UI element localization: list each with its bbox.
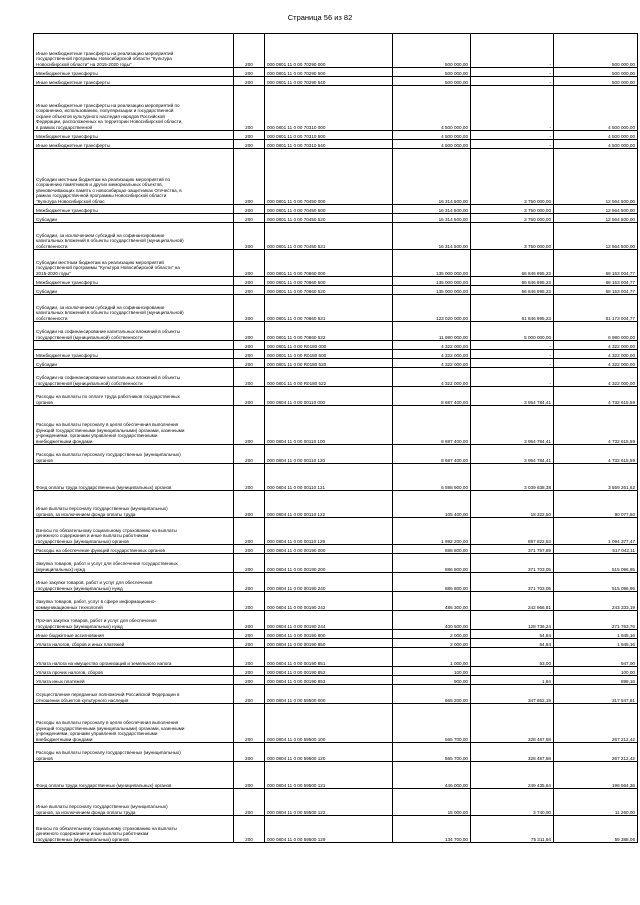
row-code-cell: 200 <box>234 639 265 648</box>
table-row <box>34 286 638 295</box>
row-kbk-cell: 000 0801 11 0 00 70290 540 <box>265 77 393 86</box>
table-row <box>34 816 638 843</box>
row-kbk-cell: 000 0804 11 0 00 00190 851 <box>265 648 393 667</box>
row-remaining-cell: 4 732 615,59 <box>554 387 638 406</box>
row-code-cell: 200 <box>234 295 265 322</box>
row-code-cell: 200 <box>234 205 265 214</box>
table-row <box>34 149 638 205</box>
row-code-cell: 200 <box>234 68 265 77</box>
row-name-cell: Уплата иных платежей <box>34 676 234 685</box>
row-remaining-cell: 4 500 000,00 <box>554 140 638 149</box>
row-code-cell: 200 <box>234 223 265 250</box>
row-executed-cell: 3 954 784,41 <box>471 387 554 406</box>
row-code-cell: 200 <box>234 518 265 545</box>
row-executed-cell: 3 750 000,00 <box>471 149 554 205</box>
row-kbk-cell: 000 0804 11 0 00 59500 000 <box>265 685 393 704</box>
row-kbk-cell: 000 0804 11 0 00 00190 850 <box>265 639 393 648</box>
row-name-cell: Иные межбюджетные трансферты <box>34 140 234 149</box>
row-code-cell: 200 <box>234 131 265 140</box>
row-remaining-cell: 68 153 004,77 <box>554 277 638 286</box>
row-executed-cell: 54,84 <box>471 630 554 639</box>
row-code-cell: 200 <box>234 676 265 685</box>
row-executed-cell: 347 652,19 <box>471 685 554 704</box>
row-remaining-cell: 6 980 000,00 <box>554 322 638 341</box>
row-remaining-cell: 59 388,06 <box>554 816 638 843</box>
row-remaining-cell: 12 564 500,00 <box>554 223 638 250</box>
row-executed-cell: 897 822,53 <box>471 518 554 545</box>
row-approved-cell: 4 322 000,00 <box>393 341 471 350</box>
row-approved-cell: 16 314 500,00 <box>393 149 471 205</box>
row-executed-cell: 371 703,05 <box>471 573 554 592</box>
row-name-cell: Субсидии на софинансирование капитальных вложений в объекты государственной (муниципальной) собственности <box>34 322 234 341</box>
row-executed-cell: - <box>471 131 554 140</box>
row-approved-cell: 565 700,00 <box>393 704 471 743</box>
row-remaining-cell: 500 000,00 <box>554 77 638 86</box>
table-row <box>34 491 638 518</box>
row-name-cell: Межбюджетные трансферты <box>34 205 234 214</box>
row-name-cell: Взносы по обязательному социальному страхованию на выплаты денежного содержания и иные выплаты работникам государственных (муниципальных) органов <box>34 518 234 545</box>
row-executed-cell: 66 846 995,23 <box>471 286 554 295</box>
row-remaining-cell: 4 500 000,00 <box>554 131 638 140</box>
row-kbk-cell: 000 0804 11 0 00 00190 244 <box>265 611 393 630</box>
table-row <box>34 630 638 639</box>
row-kbk-cell: 000 0804 11 0 00 59500 129 <box>265 816 393 843</box>
row-approved-cell: 2 000,00 <box>393 639 471 648</box>
row-approved-cell: 105 400,00 <box>393 491 471 518</box>
table-row <box>34 322 638 341</box>
row-remaining-cell: 1 945,16 <box>554 639 638 648</box>
row-kbk-cell: 000 0804 11 0 00 00110 121 <box>265 464 393 491</box>
row-name-cell: Уплата прочих налогов, сборов <box>34 667 234 676</box>
row-remaining-cell: 4 322 000,00 <box>554 341 638 350</box>
row-approved-cell: 565 700,00 <box>393 743 471 762</box>
row-code-cell: 200 <box>234 789 265 816</box>
row-code-cell: 200 <box>234 667 265 676</box>
row-name-cell: Уплата налогов, сборов и иных платежей <box>34 639 234 648</box>
row-remaining-cell: 267 212,42 <box>554 743 638 762</box>
row-remaining-cell: 947,00 <box>554 648 638 667</box>
row-kbk-cell: 000 0801 11 0 00 70450 500 <box>265 205 393 214</box>
row-kbk-cell: 000 0801 11 0 00 70660 521 <box>265 295 393 322</box>
row-code-cell: 200 <box>234 545 265 554</box>
row-code-cell: 200 <box>234 34 265 68</box>
row-remaining-cell: 243 333,19 <box>554 592 638 611</box>
row-code-cell: 200 <box>234 816 265 843</box>
row-kbk-cell: 000 0801 11 0 00 70310 500 <box>265 131 393 140</box>
row-kbk-cell: 000 0804 11 0 00 00110 000 <box>265 387 393 406</box>
row-executed-cell: 18 322,50 <box>471 491 554 518</box>
row-executed-cell: - <box>471 341 554 350</box>
row-executed-cell: 3 750 000,00 <box>471 205 554 214</box>
row-code-cell: 200 <box>234 140 265 149</box>
table-row <box>34 611 638 630</box>
row-approved-cell: 135 000 000,00 <box>393 277 471 286</box>
table-row <box>34 77 638 86</box>
row-remaining-cell: 267 212,42 <box>554 704 638 743</box>
row-executed-cell: 3 750 000,00 <box>471 214 554 223</box>
row-remaining-cell: 517 042,11 <box>554 545 638 554</box>
row-approved-cell: 4 322 000,00 <box>393 368 471 387</box>
row-kbk-cell: 000 0804 11 0 00 59500 100 <box>265 704 393 743</box>
table-row <box>34 667 638 676</box>
row-executed-cell: 242 966,81 <box>471 592 554 611</box>
row-kbk-cell: 000 0801 11 0 00 70290 500 <box>265 68 393 77</box>
row-approved-cell: 16 314 500,00 <box>393 205 471 214</box>
table-row <box>34 68 638 77</box>
row-kbk-cell: 000 0801 11 0 00 70310 000 <box>265 86 393 131</box>
row-name-cell: Расходы на выплаты персоналу государственных (муниципальных) органов <box>34 743 234 762</box>
row-name-cell: Субсидии на софинансирование капитальных вложений в объекты государственной (муниципальной) собственности <box>34 368 234 387</box>
row-approved-cell: 2 000,00 <box>393 630 471 639</box>
row-executed-cell: 371 757,89 <box>471 545 554 554</box>
row-code-cell: 200 <box>234 286 265 295</box>
row-kbk-cell: 000 0804 11 0 00 59500 121 <box>265 762 393 789</box>
row-remaining-cell: 12 564 500,00 <box>554 149 638 205</box>
row-code-cell: 200 <box>234 611 265 630</box>
row-name-cell: Уплата налога на имущество организаций и земельного налога <box>34 648 234 667</box>
row-remaining-cell: 90 077,50 <box>554 491 638 518</box>
row-kbk-cell: 000 0804 11 0 00 00190 853 <box>265 676 393 685</box>
row-name-cell: Иные межбюджетные трансферты на реализацию мероприятий по сохранению, использованию, популяризации и государственной охране объектов культурного наследия народов Российской Федерации, расположенных на территории Новосибирской области, в рамках государственной <box>34 86 234 131</box>
row-approved-cell: 1 000,00 <box>393 648 471 667</box>
table-row <box>34 387 638 406</box>
row-name-cell: Субсидии, за исключением субсидий на софинансирование капитальных вложений в объекты государственной (муниципальной) собственности <box>34 223 234 250</box>
row-approved-cell: 123 020 000,00 <box>393 295 471 322</box>
table-row <box>34 214 638 223</box>
row-code-cell: 200 <box>234 341 265 350</box>
table-row <box>34 743 638 762</box>
table-row <box>34 554 638 573</box>
row-name-cell: Прочая закупка товаров, работ и услуг для обеспечения государственных (муниципальных) нужд <box>34 611 234 630</box>
row-name-cell: Межбюджетные трансферты <box>34 350 234 359</box>
row-approved-cell: 400 500,00 <box>393 611 471 630</box>
table-row <box>34 789 638 816</box>
row-approved-cell: 888 800,00 <box>393 545 471 554</box>
table-row <box>34 704 638 743</box>
row-approved-cell: 135 000 000,00 <box>393 250 471 277</box>
row-code-cell: 200 <box>234 630 265 639</box>
table-row <box>34 676 638 685</box>
row-name-cell: Закупка товаров, работ, услуг в сфере информационно- коммуникационных технологий <box>34 592 234 611</box>
row-kbk-cell: 000 0804 11 0 00 00110 100 <box>265 406 393 445</box>
table-row <box>34 406 638 445</box>
row-name-cell <box>34 341 234 350</box>
table-row <box>34 86 638 131</box>
row-name-cell: Иные выплаты персоналу государственных (муниципальных) органов, за исключением фонда оплаты труда <box>34 491 234 518</box>
row-approved-cell: 8 687 400,00 <box>393 387 471 406</box>
row-code-cell: 200 <box>234 406 265 445</box>
row-code-cell: 200 <box>234 445 265 464</box>
row-kbk-cell: 000 0804 11 0 00 59500 120 <box>265 743 393 762</box>
page-number-header: Страница 56 из 82 <box>287 13 353 22</box>
row-approved-cell: 4 322 000,00 <box>393 359 471 368</box>
row-remaining-cell: 100,00 <box>554 667 638 676</box>
row-executed-cell: 53,00 <box>471 648 554 667</box>
row-approved-cell: 500 000,00 <box>393 77 471 86</box>
table-row <box>34 445 638 464</box>
row-name-cell: Фонд оплаты труда государственных (муниципальных) органов <box>34 762 234 789</box>
row-name-cell: Расходы на выплаты персоналу в целях обеспечения выполнения функций государственными (муниципальными) органами, казенными учреждениями, органами управления государственными внебюджетными фондами <box>34 406 234 445</box>
row-executed-cell: 3 039 638,38 <box>471 464 554 491</box>
row-kbk-cell: 000 0801 11 0 00 70660 520 <box>265 286 393 295</box>
row-remaining-cell: 4 732 615,59 <box>554 406 638 445</box>
row-remaining-cell: 12 564 500,00 <box>554 205 638 214</box>
row-executed-cell: - <box>471 77 554 86</box>
table-row <box>34 464 638 491</box>
table-row <box>34 131 638 140</box>
table-row <box>34 368 638 387</box>
row-remaining-cell: 271 763,76 <box>554 611 638 630</box>
row-executed-cell: 54,84 <box>471 639 554 648</box>
row-kbk-cell: 000 0804 11 0 00 00190 800 <box>265 630 393 639</box>
row-name-cell: Расходы на обеспечение функций государственных органов <box>34 545 234 554</box>
row-executed-cell: 128 736,24 <box>471 611 554 630</box>
row-kbk-cell: 000 0801 11 0 00 R0180 520 <box>265 359 393 368</box>
row-approved-cell: 1 992 200,00 <box>393 518 471 545</box>
row-kbk-cell: 000 0804 11 0 00 00110 122 <box>265 491 393 518</box>
row-code-cell: 200 <box>234 592 265 611</box>
row-name-cell: Расходы на выплаты по оплате труда работников государственных органов <box>34 387 234 406</box>
row-remaining-cell: 4 322 000,00 <box>554 368 638 387</box>
table-row <box>34 545 638 554</box>
row-approved-cell: 8 687 400,00 <box>393 445 471 464</box>
row-code-cell: 200 <box>234 277 265 286</box>
row-executed-cell: 328 487,58 <box>471 704 554 743</box>
row-code-cell: 200 <box>234 554 265 573</box>
row-name-cell: Фонд оплаты труда государственных (муниципальных) органов <box>34 464 234 491</box>
row-remaining-cell: 12 564 500,00 <box>554 214 638 223</box>
row-kbk-cell: 000 0801 11 0 00 R0180 500 <box>265 350 393 359</box>
row-executed-cell: - <box>471 140 554 149</box>
row-name-cell: Закупка товаров, работ и услуг для обеспечения государственных (муниципальных) нужд <box>34 554 234 573</box>
row-remaining-cell: 1 094 377,47 <box>554 518 638 545</box>
row-executed-cell: - <box>471 86 554 131</box>
row-kbk-cell: 000 0804 11 0 00 00190 852 <box>265 667 393 676</box>
row-approved-cell: 15 000,00 <box>393 789 471 816</box>
row-remaining-cell: 11 260,00 <box>554 789 638 816</box>
row-executed-cell: - <box>471 368 554 387</box>
row-code-cell: 200 <box>234 368 265 387</box>
row-executed-cell: 249 435,64 <box>471 762 554 789</box>
row-approved-cell: 134 700,00 <box>393 816 471 843</box>
row-approved-cell: 665 200,00 <box>393 685 471 704</box>
row-executed-cell: 3 750 000,00 <box>471 223 554 250</box>
table-row <box>34 205 638 214</box>
row-executed-cell: - <box>471 359 554 368</box>
row-kbk-cell: 000 0801 11 0 00 70310 540 <box>265 140 393 149</box>
row-kbk-cell: 000 0801 11 0 00 70450 521 <box>265 223 393 250</box>
row-kbk-cell: 000 0801 11 0 00 70290 000 <box>265 34 393 68</box>
row-remaining-cell: 4 322 000,00 <box>554 359 638 368</box>
row-code-cell: 200 <box>234 464 265 491</box>
row-remaining-cell: 898,16 <box>554 676 638 685</box>
row-executed-cell: - <box>471 667 554 676</box>
row-code-cell: 200 <box>234 648 265 667</box>
row-name-cell: Субсидии <box>34 359 234 368</box>
row-kbk-cell: 000 0804 11 0 00 59500 122 <box>265 789 393 816</box>
row-code-cell: 200 <box>234 743 265 762</box>
row-kbk-cell: 000 0801 11 0 00 70450 520 <box>265 214 393 223</box>
row-executed-cell: 371 703,05 <box>471 554 554 573</box>
table-row <box>34 250 638 277</box>
row-executed-cell: 5 000 000,00 <box>471 322 554 341</box>
row-approved-cell: 100,00 <box>393 667 471 676</box>
row-code-cell: 200 <box>234 685 265 704</box>
row-kbk-cell: 000 0804 11 0 00 00190 242 <box>265 592 393 611</box>
row-remaining-cell: 1 945,16 <box>554 630 638 639</box>
row-kbk-cell: 000 0804 11 0 00 00110 120 <box>265 445 393 464</box>
row-executed-cell: - <box>471 34 554 68</box>
row-code-cell: 200 <box>234 86 265 131</box>
row-approved-cell: 11 980 000,00 <box>393 322 471 341</box>
row-name-cell: Межбюджетные трансферты <box>34 131 234 140</box>
row-code-cell: 200 <box>234 250 265 277</box>
row-approved-cell: 886 800,00 <box>393 573 471 592</box>
row-executed-cell: - <box>471 68 554 77</box>
row-name-cell: Осуществление переданных полномочий Российской Федерации в отношении объектов культурного наследия <box>34 685 234 704</box>
row-code-cell: 200 <box>234 387 265 406</box>
row-name-cell: Субсидии <box>34 286 234 295</box>
table-row <box>34 762 638 789</box>
row-code-cell: 200 <box>234 350 265 359</box>
row-kbk-cell: 000 0804 11 0 00 00110 129 <box>265 518 393 545</box>
row-approved-cell: 135 000 000,00 <box>393 286 471 295</box>
row-code-cell: 200 <box>234 214 265 223</box>
row-code-cell: 200 <box>234 573 265 592</box>
row-executed-cell: 66 846 995,23 <box>471 277 554 286</box>
row-approved-cell: 8 687 400,00 <box>393 406 471 445</box>
budget-execution-table <box>33 33 638 843</box>
table-row <box>34 573 638 592</box>
table-row <box>34 223 638 250</box>
row-approved-cell: 4 500 000,00 <box>393 140 471 149</box>
row-remaining-cell: 500 000,00 <box>554 34 638 68</box>
row-approved-cell: 486 300,00 <box>393 592 471 611</box>
row-remaining-cell: 515 096,95 <box>554 554 638 573</box>
row-remaining-cell: 500 000,00 <box>554 68 638 77</box>
row-remaining-cell: 196 564,36 <box>554 762 638 789</box>
row-remaining-cell: 68 153 004,77 <box>554 286 638 295</box>
row-executed-cell: 328 487,58 <box>471 743 554 762</box>
row-name-cell: Иные выплаты персоналу государственных (муниципальных) органов, за исключением фонда оплаты труда <box>34 789 234 816</box>
row-approved-cell: 4 500 000,00 <box>393 86 471 131</box>
table-row <box>34 140 638 149</box>
table-row <box>34 350 638 359</box>
table-row <box>34 685 638 704</box>
row-remaining-cell: 4 732 615,59 <box>554 445 638 464</box>
row-name-cell: Иные межбюджетные трансферты <box>34 77 234 86</box>
row-remaining-cell: 3 559 261,62 <box>554 464 638 491</box>
row-approved-cell: 500 000,00 <box>393 34 471 68</box>
row-remaining-cell: 61 173 004,77 <box>554 295 638 322</box>
row-code-cell: 200 <box>234 704 265 743</box>
row-remaining-cell: 68 153 004,77 <box>554 250 638 277</box>
row-executed-cell: 75 311,94 <box>471 816 554 843</box>
row-remaining-cell: 4 500 000,00 <box>554 86 638 131</box>
row-name-cell: Расходы на выплаты персоналу в целях обеспечения выполнения функций государственными (муниципальными) органами, казенными учреждениями, органами управления государственными внебюджетными фондами <box>34 704 234 743</box>
table-row <box>34 341 638 350</box>
table-row <box>34 648 638 667</box>
row-approved-cell: 900,00 <box>393 676 471 685</box>
row-kbk-cell: 000 0804 11 0 00 00190 000 <box>265 545 393 554</box>
table-row <box>34 359 638 368</box>
row-approved-cell: 4 500 000,00 <box>393 131 471 140</box>
table-row <box>34 592 638 611</box>
row-executed-cell: 3 740,00 <box>471 789 554 816</box>
row-approved-cell: 4 322 000,00 <box>393 350 471 359</box>
row-kbk-cell: 000 0804 11 0 00 00190 240 <box>265 573 393 592</box>
row-code-cell: 200 <box>234 77 265 86</box>
row-kbk-cell: 000 0801 11 0 00 R0180 522 <box>265 368 393 387</box>
row-kbk-cell: 000 0804 11 0 00 00190 200 <box>265 554 393 573</box>
row-code-cell: 200 <box>234 322 265 341</box>
table-row <box>34 34 638 68</box>
row-executed-cell: 3 954 784,41 <box>471 445 554 464</box>
row-name-cell: Иные закупки товаров, работ и услуг для обеспечения государственных (муниципальных) нужд <box>34 573 234 592</box>
row-executed-cell: 66 846 995,23 <box>471 250 554 277</box>
row-remaining-cell: 4 322 000,00 <box>554 350 638 359</box>
row-kbk-cell: 000 0801 11 0 00 R0180 000 <box>265 341 393 350</box>
row-approved-cell: 500 000,00 <box>393 68 471 77</box>
row-executed-cell: - <box>471 350 554 359</box>
table-row <box>34 639 638 648</box>
row-approved-cell: 446 000,00 <box>393 762 471 789</box>
row-name-cell: Расходы на выплаты персоналу государственных (муниципальных) органов <box>34 445 234 464</box>
row-remaining-cell: 317 547,81 <box>554 685 638 704</box>
row-kbk-cell: 000 0801 11 0 00 70660 000 <box>265 250 393 277</box>
row-kbk-cell: 000 0801 11 0 00 70660 500 <box>265 277 393 286</box>
row-name-cell: Межбюджетные трансферты <box>34 277 234 286</box>
table-row <box>34 518 638 545</box>
row-remaining-cell: 515 096,95 <box>554 573 638 592</box>
row-name-cell: Субсидии местным бюджетам на реализацию мероприятий государственной программы "Культура Новосибирской области" на 2015-2020 годы" <box>34 250 234 277</box>
row-code-cell: 200 <box>234 762 265 789</box>
row-code-cell: 200 <box>234 491 265 518</box>
row-name-cell: Межбюджетные трансферты <box>34 68 234 77</box>
row-kbk-cell: 000 0801 11 0 00 70660 522 <box>265 322 393 341</box>
row-name-cell: Субсидии <box>34 214 234 223</box>
row-name-cell: Взносы по обязательному социальному страхованию на выплаты денежного содержания и иные выплаты работникам государственных (муниципальных) органов <box>34 816 234 843</box>
table-row <box>34 277 638 286</box>
row-code-cell: 200 <box>234 149 265 205</box>
budget-table-body <box>34 34 638 843</box>
row-name-cell: Субсидии местным бюджетам на реализацию мероприятий по сохранению памятников и других мемориальных объектов, увековечивающих память о новосибирцах-защитниках Отечества, в рамках государственной программы Новосибирской области "Культура Новосибирской облас <box>34 149 234 205</box>
row-executed-cell: 1,84 <box>471 676 554 685</box>
row-approved-cell: 886 800,00 <box>393 554 471 573</box>
row-approved-cell: 16 314 500,00 <box>393 214 471 223</box>
row-code-cell: 200 <box>234 359 265 368</box>
row-executed-cell: 3 954 784,41 <box>471 406 554 445</box>
row-name-cell: Иные бюджетные ассигнования <box>34 630 234 639</box>
row-approved-cell: 6 598 900,00 <box>393 464 471 491</box>
row-kbk-cell: 000 0801 11 0 00 70450 000 <box>265 149 393 205</box>
row-name-cell: Субсидии, за исключением субсидий на софинансирование капитальных вложений в объекты государственной (муниципальной) собственности <box>34 295 234 322</box>
row-approved-cell: 16 314 500,00 <box>393 223 471 250</box>
row-name-cell: Иные межбюджетные трансферты на реализацию мероприятий государственной программы Новосибирской области "Культура Новосибирской области" на 2015-2020 годы" <box>34 34 234 68</box>
table-row <box>34 295 638 322</box>
row-executed-cell: 61 846 995,23 <box>471 295 554 322</box>
